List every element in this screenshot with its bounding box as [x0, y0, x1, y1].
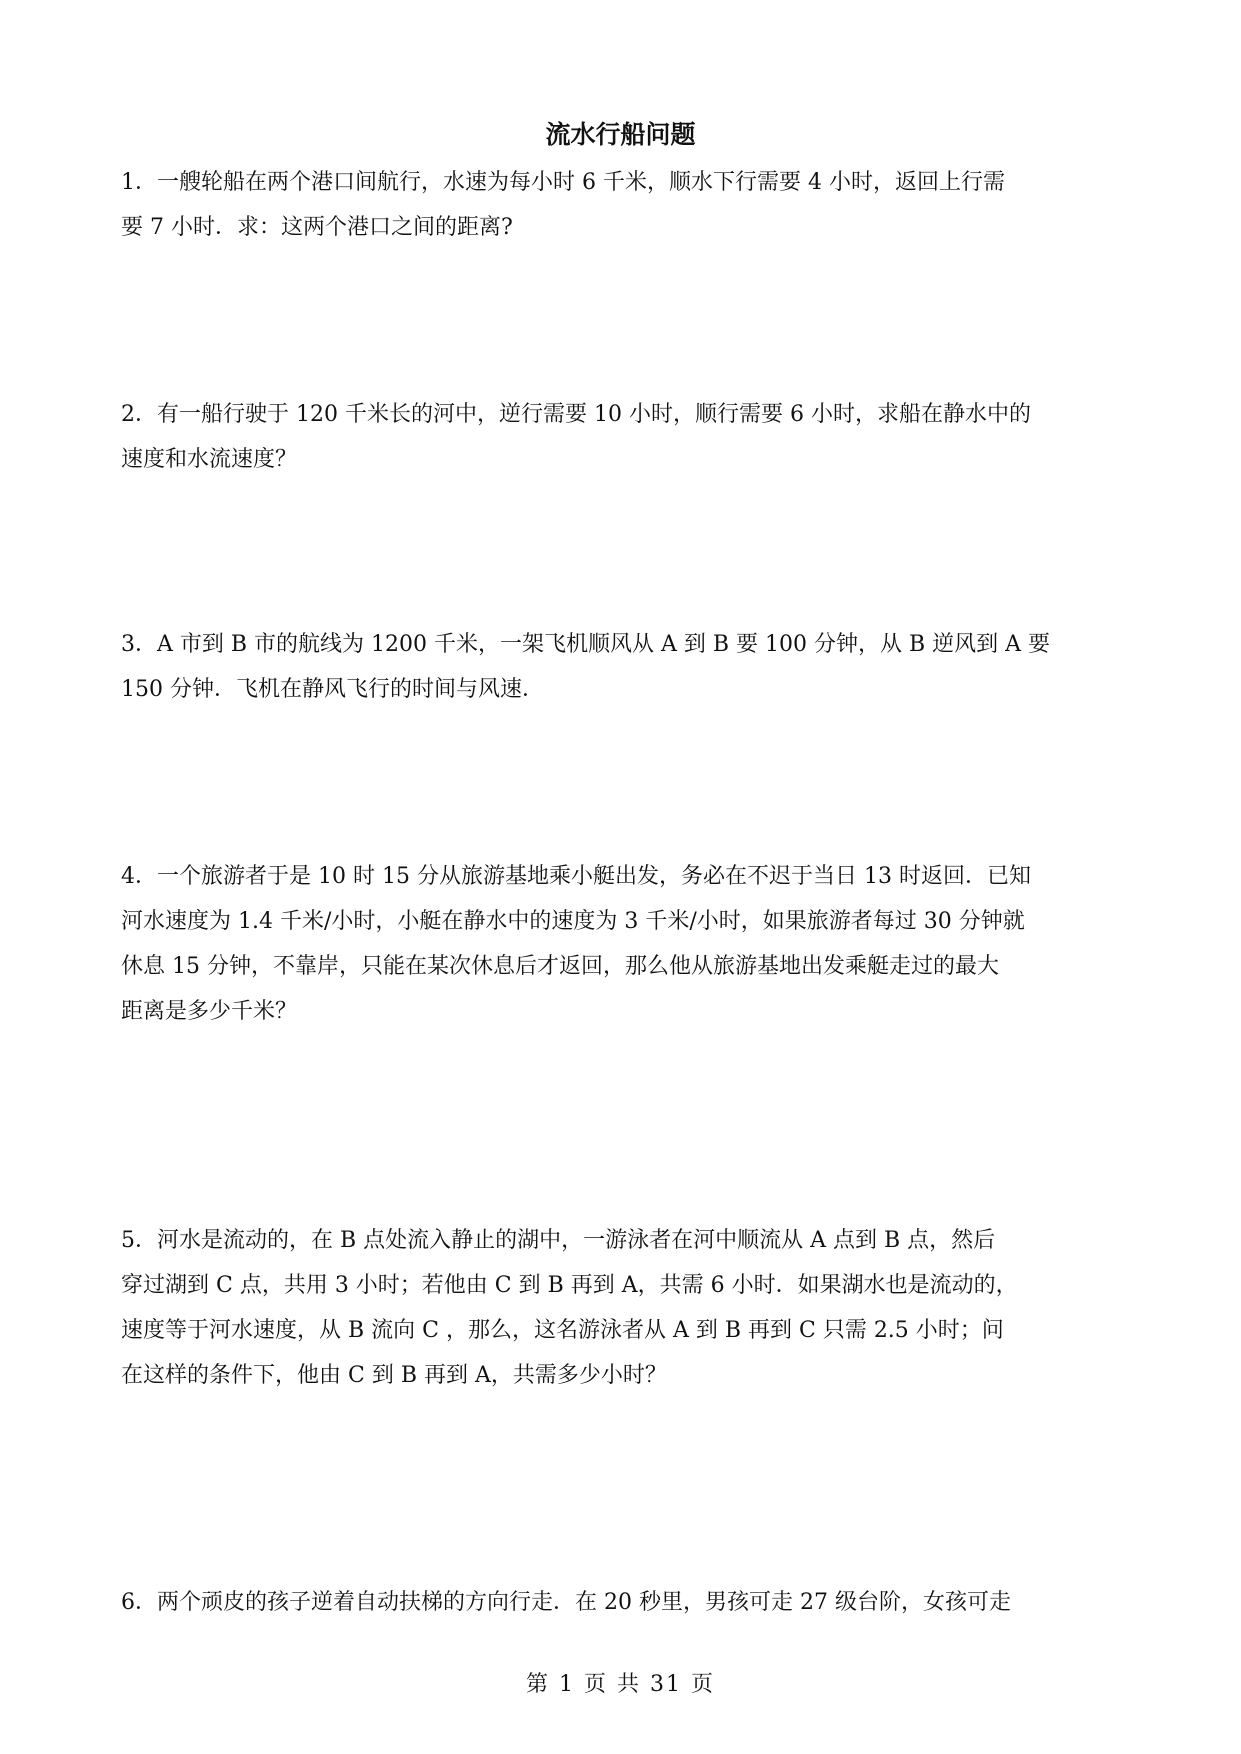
problem-3: [121, 622, 1123, 712]
problem-5-line-1: 5．河水是流动的，在 B 点处流入静止的湖中，一游泳者在河中顺流从 A 点到 B 点，然后: [121, 1228, 996, 1253]
problem-4: [121, 854, 1123, 1034]
problem-1-line-1: 1．一艘轮船在两个港口间航行，水速为每小时 6 千米，顺水下行需要 4 小时，返回上行需: [121, 170, 1005, 195]
problem-4-line-4: 距离是多少千米？: [121, 999, 298, 1024]
page-footer: 第 1 页 共 31 页: [526, 1672, 715, 1697]
problem-1-line-2: 要 7 小时．求：这两个港口之间的距离?: [121, 215, 513, 240]
problem-6-line-1: 6．两个顽皮的孩子逆着自动扶梯的方向行走．在 20 秒里，男孩可走 27 级台阶，女孩可走: [121, 1590, 1011, 1615]
problem-4-line-2: 河水速度为 1.4 千米/小时，小艇在静水中的速度为 3 千米/小时，如果旅游者每过 30 分钟就: [121, 909, 1025, 934]
problem-5-line-3: 速度等于河水速度，从 B 流向 C ，那么，这名游泳者从 A 到 B 再到 C 只需 2.5 小时；问: [121, 1318, 1004, 1343]
problem-6: [121, 1580, 1123, 1625]
problem-2: [121, 392, 1123, 482]
problem-5: [121, 1218, 1123, 1398]
problem-3-line-1: 3．A 市到 B 市的航线为 1200 千米，一架飞机顺风从 A 到 B 要 100 分钟，从 B 逆风到 A 要: [121, 632, 1051, 657]
problem-2-line-2: 速度和水流速度？: [121, 447, 298, 472]
problem-5-line-2: 穿过湖到 C 点，共用 3 小时；若他由 C 到 B 再到 A，共需 6 小时．如果湖水也是流动的，: [121, 1273, 1018, 1298]
problem-4-line-3: 休息 15 分钟，不靠岸，只能在某次休息后才返回，那么他从旅游基地出发乘艇走过的最大: [121, 954, 999, 979]
problem-4-line-1: 4．一个旅游者于是 10 时 15 分从旅游基地乘小艇出发，务必在不迟于当日 13 时返回．已知: [121, 864, 1031, 889]
problem-1: [121, 160, 1123, 250]
problem-3-line-2: 150 分钟．飞机在静风飞行的时间与风速．: [121, 677, 544, 702]
document-title: 流水行船问题: [545, 120, 696, 149]
problem-2-line-1: 2．有一船行驶于 120 千米长的河中，逆行需要 10 小时，顺行需要 6 小时，求船在静水中的: [121, 402, 1031, 427]
problem-5-line-4: 在这样的条件下，他由 C 到 B 再到 A，共需多少小时？: [121, 1363, 667, 1388]
